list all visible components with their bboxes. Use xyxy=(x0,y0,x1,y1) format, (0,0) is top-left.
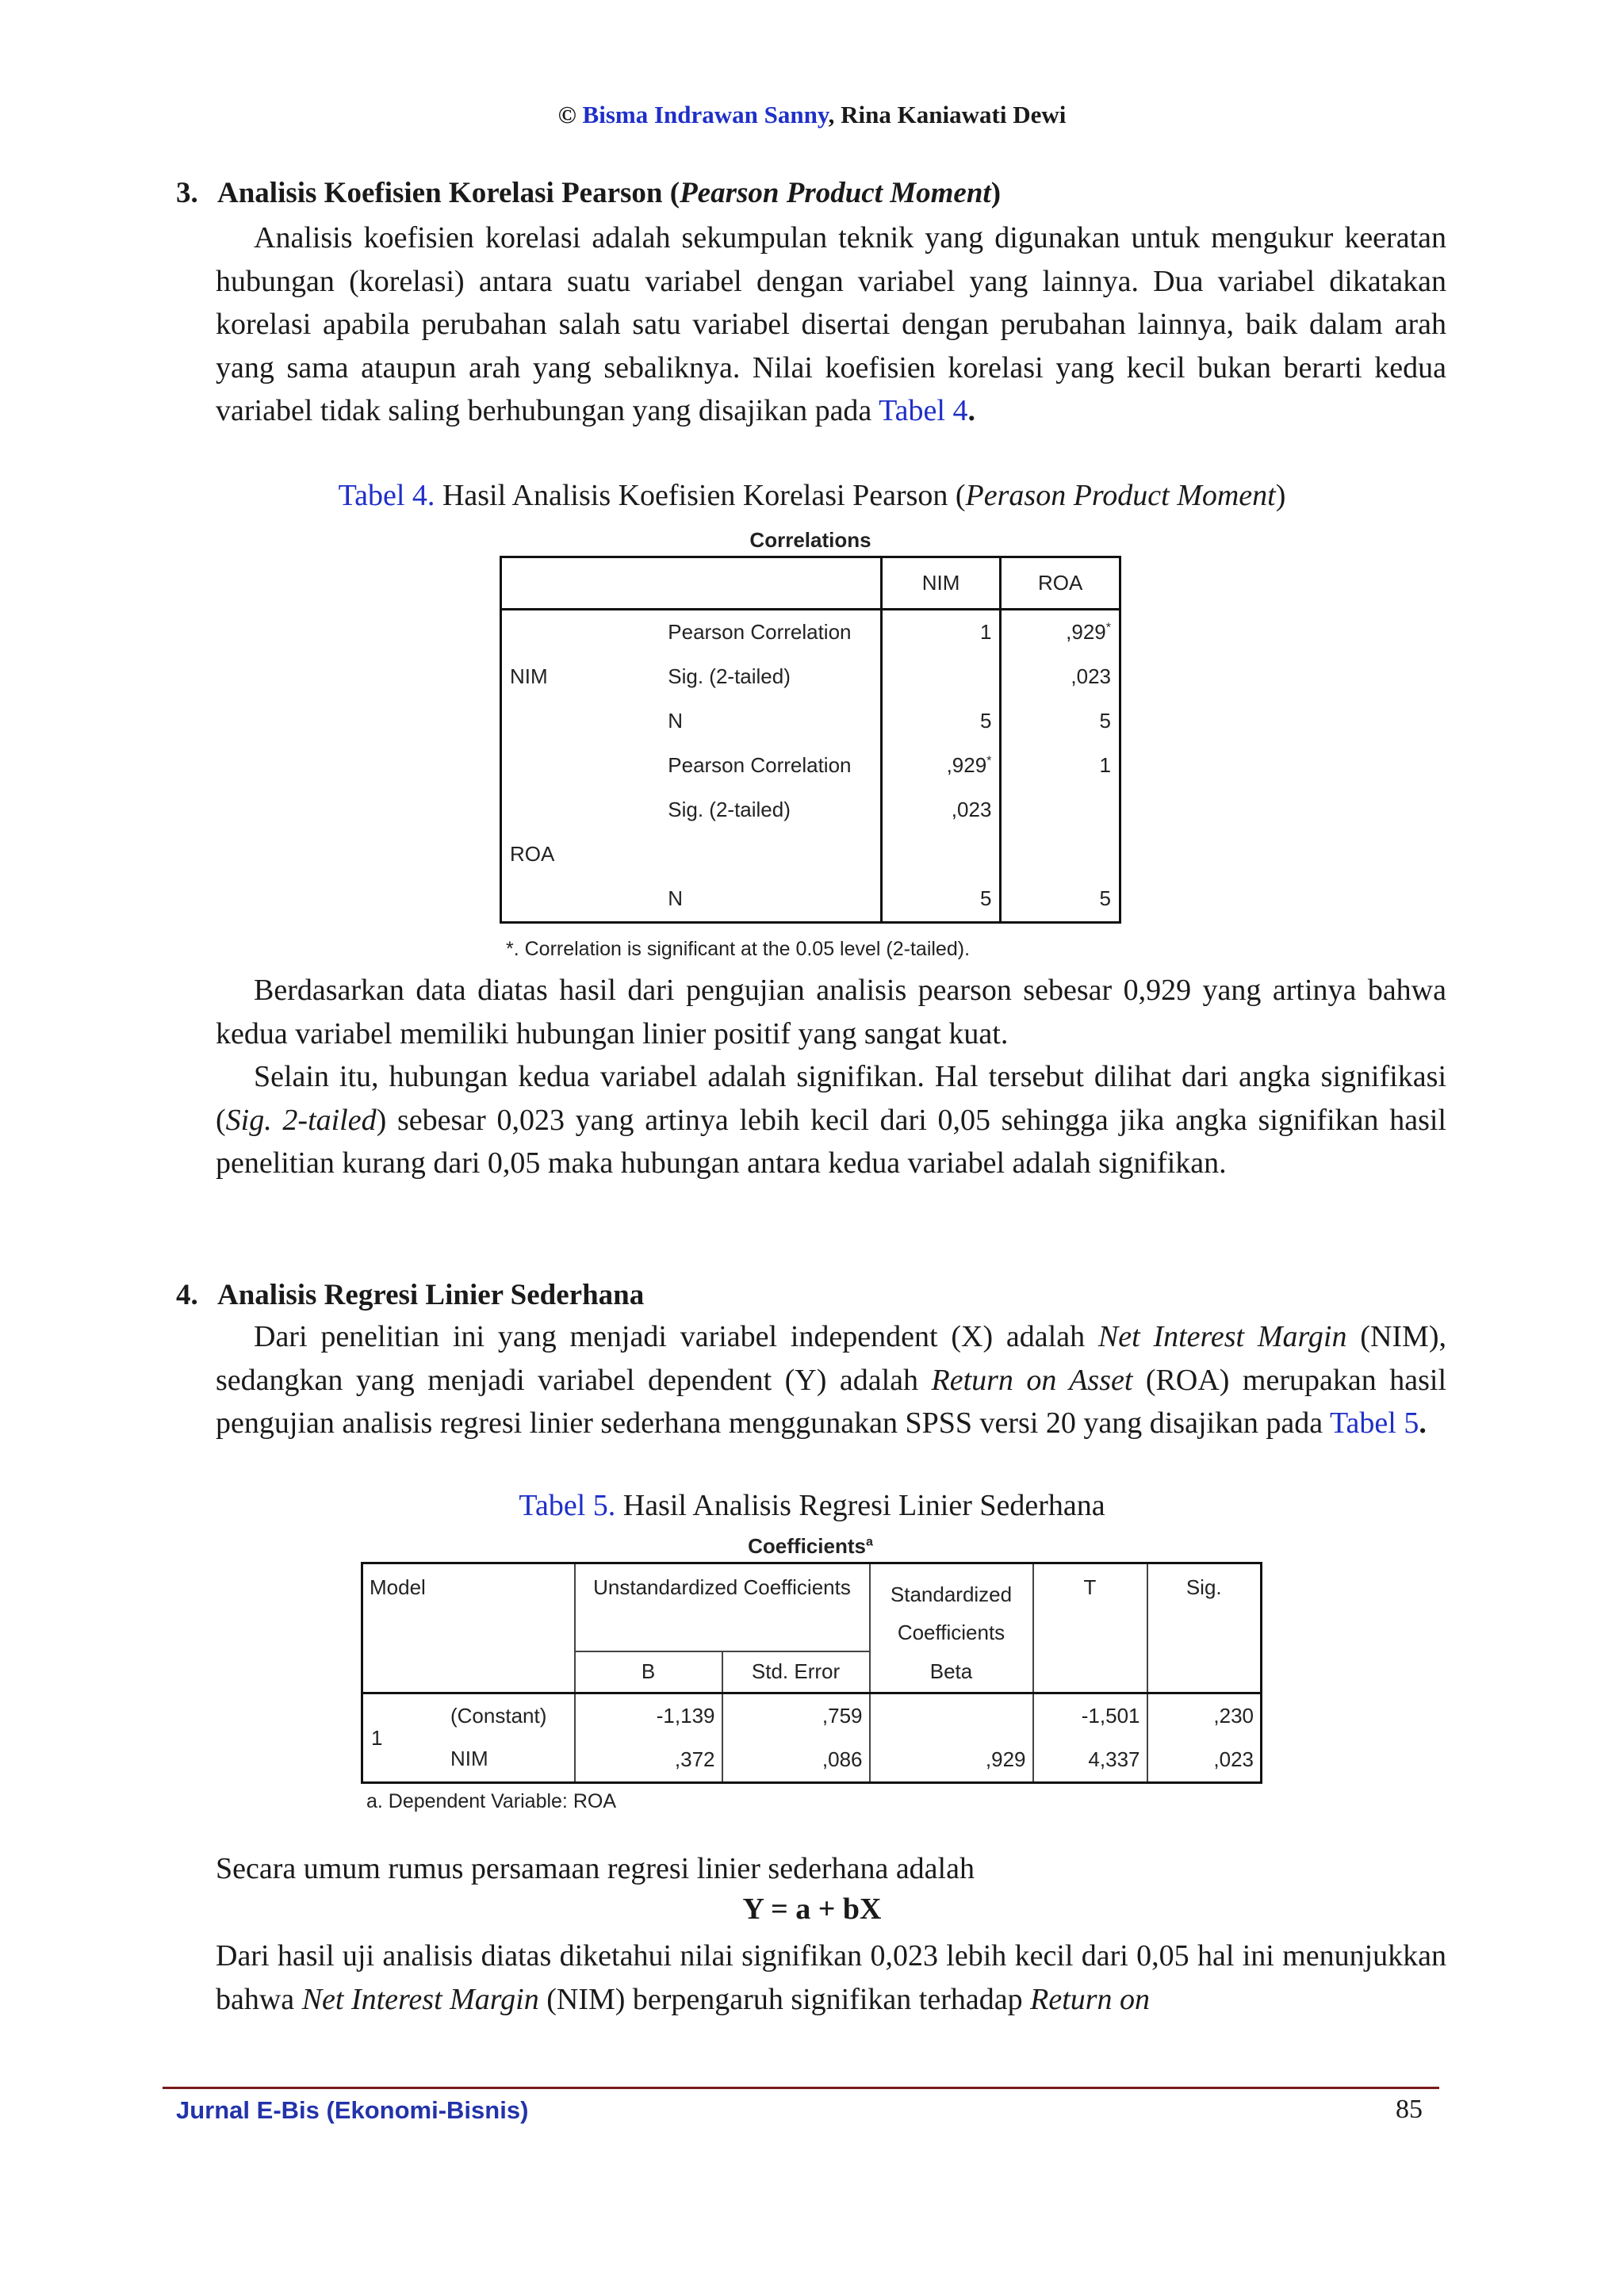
caption-text: Hasil Analisis Regresi Linier Sederhana xyxy=(615,1489,1105,1522)
significance-marker: * xyxy=(986,754,992,768)
cell-roa: 5 xyxy=(1099,886,1111,911)
cell-nim xyxy=(881,609,1001,655)
row-group: NIM xyxy=(510,664,548,689)
col-header-nim: NIM xyxy=(881,557,1001,610)
cell-roa: ,023 xyxy=(1071,664,1111,689)
caption-italic: Perason Product Moment xyxy=(965,479,1276,512)
cell-beta: ,929 xyxy=(870,1738,1033,1783)
table-row xyxy=(501,699,1120,744)
paragraph-text: (NIM), sedangkan yang menjadi variabel dependent (Y) adalah xyxy=(216,1320,1446,1397)
cell-nim xyxy=(881,655,1001,699)
section-number: 4. xyxy=(176,1279,198,1311)
journal-name: Jurnal E-Bis (Ekonomi-Bisnis) xyxy=(176,2096,529,2124)
row-stat: Sig. (2-tailed) xyxy=(660,655,881,699)
regression-formula: Y = a + bX xyxy=(742,1892,882,1926)
cell-roa: 5 xyxy=(1099,709,1111,733)
table-row xyxy=(501,609,1120,655)
header-standardized-line2: Coefficients xyxy=(897,1621,1005,1644)
italic-term: Sig. 2-tailed xyxy=(225,1103,377,1137)
header-unstandardized: Unstandardized Coefficients xyxy=(575,1563,870,1652)
section-number: 3. xyxy=(176,177,198,209)
cell-b: -1,139 xyxy=(575,1693,722,1738)
cell-nim: 5 xyxy=(881,699,1001,744)
row-group xyxy=(501,788,661,832)
italic-term: Net Interest Margin xyxy=(301,1982,539,2016)
paragraph-text: Secara umum rumus persamaan regresi linier sederhana adalah xyxy=(216,1852,975,1885)
table-5-link[interactable]: Tabel 5 xyxy=(1329,1406,1419,1441)
paragraph-text: Berdasarkan data diatas hasil dari pengujian analisis pearson sebesar 0,929 yang artinya bahwa kedua variabel memiliki hubungan linier positif yang sangat kuat. xyxy=(216,974,1446,1050)
correlations-footnote: *. Correlation is significant at the 0.05 level (2-tailed). xyxy=(506,938,971,960)
section-title: Analisis Koefisien Korelasi Pearson ( xyxy=(217,177,680,209)
table-row xyxy=(501,655,1120,699)
model-cell xyxy=(362,1693,575,1782)
italic-term: Net Interest Margin xyxy=(1097,1320,1347,1353)
section-title: Analisis Regresi Linier Sederhana xyxy=(217,1279,645,1311)
period: . xyxy=(967,394,975,428)
table-row xyxy=(501,877,1120,923)
cell-roa: 1 xyxy=(1099,753,1111,778)
table-row xyxy=(362,1693,1262,1738)
co-author: , Rina Kaniawati Dewi xyxy=(828,101,1067,128)
section-3-paragraph-1 xyxy=(216,216,1446,433)
cell-roa xyxy=(1001,832,1120,877)
paragraph-text-end: ) sebesar 0,023 yang artinya lebih kecil dari 0,05 sehingga jika angka signifikan hasil penelitian kurang dari 0,05 maka hubungan antara kedua variabel adalah signifikan. xyxy=(216,1103,1446,1181)
section-3-paragraph-2 xyxy=(216,969,1446,1055)
author-link[interactable]: Bisma Indrawan Sanny xyxy=(582,101,829,128)
paragraph-text: (ROA) merupakan hasil pengujian analisis regresi linier sederhana menggunakan SPSS versi 20 yang disajikan pada xyxy=(216,1363,1446,1441)
header-sig: Sig. xyxy=(1147,1563,1262,1693)
row-group xyxy=(501,609,661,655)
paragraph-text: Dari hasil uji analisis diatas diketahui nilai signifikan 0,023 lebih kecil dari 0,05 hal ini menunjukkan bahwa xyxy=(216,1939,1446,2016)
header-std-error: Std. Error xyxy=(722,1651,870,1693)
cell-value: ,929 xyxy=(946,753,987,778)
row-group xyxy=(501,699,661,744)
header-standardized xyxy=(870,1563,1033,1652)
row-name: NIM xyxy=(450,1746,488,1770)
coefficients-title-text: Coefficients xyxy=(748,1534,866,1558)
copyright-symbol: © xyxy=(557,101,576,128)
row-stat xyxy=(660,832,881,877)
model-number: 1 xyxy=(371,1725,383,1750)
cell-b: ,372 xyxy=(575,1738,722,1783)
page-number: 85 xyxy=(1396,2095,1423,2124)
cell-roa xyxy=(1001,609,1120,655)
table-header-row xyxy=(362,1563,1262,1652)
row-stat: N xyxy=(660,877,881,923)
cell-std-error: ,086 xyxy=(722,1738,870,1783)
section-3-paragraph-3 xyxy=(216,1055,1446,1185)
period: . xyxy=(1419,1406,1427,1441)
table-header-row xyxy=(501,557,1120,610)
coefficients-title xyxy=(361,1534,1260,1559)
cell-sig: ,023 xyxy=(1147,1738,1262,1783)
row-group: ROA xyxy=(510,842,555,867)
footnote-marker: a xyxy=(865,1535,873,1549)
header-b: B xyxy=(575,1651,722,1693)
cell-value: 1 xyxy=(979,620,992,645)
paragraph-text: Selain itu, hubungan kedua variabel adalah signifikan. Hal tersebut dilihat dari angka signifikasi ( xyxy=(216,1060,1446,1137)
cell-roa xyxy=(1001,788,1120,832)
correlations-table xyxy=(500,556,1121,924)
footer-divider xyxy=(163,2087,1439,2089)
cell-std-error: ,759 xyxy=(722,1693,870,1738)
table-row xyxy=(501,832,1120,877)
col-header-roa: ROA xyxy=(1001,557,1120,610)
row-name: (Constant) xyxy=(450,1703,547,1728)
table-5-caption xyxy=(0,1488,1624,1523)
header-t: T xyxy=(1033,1563,1147,1693)
paragraph-text: Dari penelitian ini yang menjadi variabel independent (X) adalah xyxy=(254,1320,1098,1353)
italic-term: Return on xyxy=(1030,1982,1151,2016)
cell-nim: ,023 xyxy=(881,788,1001,832)
row-group xyxy=(501,744,661,788)
paragraph-text: (NIM) berpengaruh signifikan terhadap xyxy=(538,1982,1031,2016)
section-title-italic: Pearson Product Moment xyxy=(680,177,991,209)
section-4-paragraph-3 xyxy=(216,1934,1446,2021)
paragraph-text: Analisis koefisien korelasi adalah sekumpulan teknik yang digunakan untuk mengukur keeratan hubungan (korelasi) antara suatu variabel dengan variabel yang lainnya. Dua variabel dikatakan korelasi apabila perubahan salah satu variabel disertai dengan perubahan lainnya, baik dalam arah yang sama ataupun arah yang sebaliknya. Nilai koefisien korelasi yang kecil bukan berarti kedua variabel tidak saling berhubungan yang disajikan pada xyxy=(216,221,1446,428)
cell-value: ,929 xyxy=(1066,620,1106,645)
cell-nim xyxy=(881,832,1001,877)
coefficients-table xyxy=(361,1562,1262,1784)
table-5-caption-ref[interactable]: Tabel 5. xyxy=(519,1489,616,1522)
header-beta: Beta xyxy=(870,1651,1033,1693)
table-row xyxy=(501,788,1120,832)
section-title-end: ) xyxy=(990,177,1002,209)
table-4-caption xyxy=(0,478,1624,513)
significance-marker: * xyxy=(1105,621,1111,635)
row-stat: Pearson Correlation xyxy=(660,744,881,788)
row-group xyxy=(501,877,661,923)
cell-beta xyxy=(870,1693,1033,1738)
table-row xyxy=(501,744,1120,788)
caption-text: Hasil Analisis Koefisien Korelasi Pearson ( xyxy=(435,479,966,512)
section-4-paragraph-2 xyxy=(216,1847,1446,1891)
cell-nim: 5 xyxy=(881,877,1001,923)
cell-t: -1,501 xyxy=(1033,1693,1147,1738)
correlations-title: Correlations xyxy=(749,528,871,552)
cell-sig: ,230 xyxy=(1147,1693,1262,1738)
header-standardized-line1: Standardized xyxy=(890,1582,1013,1606)
table-4-link[interactable]: Tabel 4 xyxy=(879,394,968,428)
page-header xyxy=(0,101,1624,129)
cell-nim xyxy=(881,744,1001,788)
italic-term: Return on Asset xyxy=(931,1363,1133,1397)
row-stat: Sig. (2-tailed) xyxy=(660,788,881,832)
header-model: Model xyxy=(362,1563,575,1693)
row-stat: Pearson Correlation xyxy=(660,609,881,655)
cell-t: 4,337 xyxy=(1033,1738,1147,1783)
section-4-paragraph-1 xyxy=(216,1315,1446,1445)
row-stat: N xyxy=(660,699,881,744)
coefficients-footnote: a. Dependent Variable: ROA xyxy=(366,1790,617,1812)
table-4-caption-ref[interactable]: Tabel 4. xyxy=(338,479,435,512)
caption-end: ) xyxy=(1275,479,1286,512)
